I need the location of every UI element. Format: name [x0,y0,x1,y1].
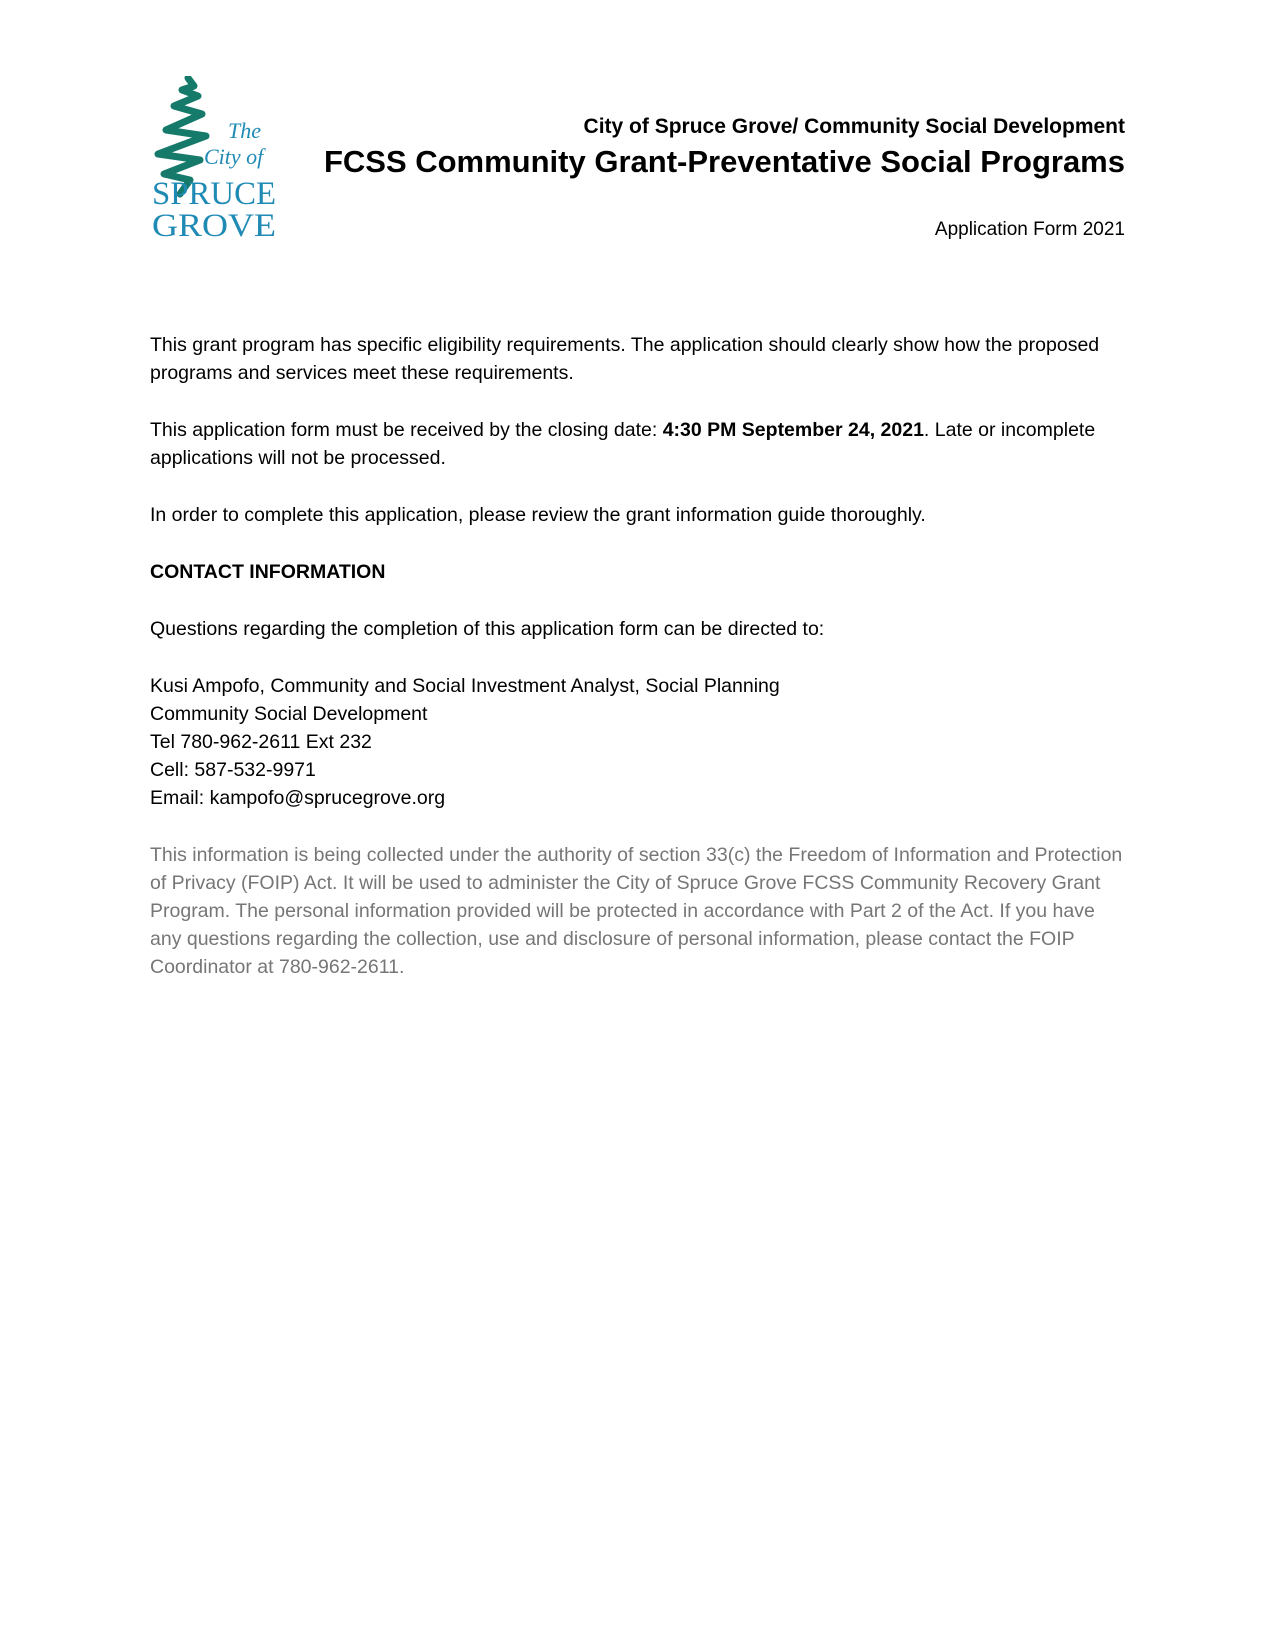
document-body [150,331,1130,1010]
contact-name-title: Kusi Ampofo, Community and Social Investment Analyst, Social Planning [150,675,780,697]
intro-paragraph: This grant program has specific eligibility requirements. The application should clearly show how the proposed programs and services meet these requirements. [150,334,1100,384]
logo-text-grove: GROVE [152,208,276,244]
contact-block [150,672,1130,812]
contact-heading: CONTACT INFORMATION [150,561,386,583]
form-label: Application Form 2021 [934,219,1125,240]
deadline-paragraph [150,416,1130,472]
document-header [324,114,1125,182]
deadline-prefix: This application form must be received by the closing date: [150,419,663,441]
foip-notice: This information is being collected under the authority of section 33(c) the Freedom of Information and Protection of Privacy (FOIP) Act. It will be used to administer the City of Spruce Grove FCSS Community Recovery Grant Program. The personal information provided will be protected in accordance with Part 2 of the Act. If you have any questions regarding the collection, use and disclosure of personal information, please contact the FOIP Coordinator at 780-962-2611. [150,844,1123,978]
logo-text-cityof: City of [204,144,264,169]
document-title: FCSS Community Grant-Preventative Social Programs [323,144,1125,179]
deadline-date: 4:30 PM September 24, 2021 [662,419,924,441]
spruce-tree-icon [150,76,278,246]
contact-tel: Tel 780-962-2611 Ext 232 [150,731,372,753]
contact-intro: Questions regarding the completion of this application form can be directed to: [150,618,825,640]
contact-email: Email: kampofo@sprucegrove.org [150,787,446,809]
deadline-suffix: . Late or incomplete applications will not be processed. [150,419,1096,469]
contact-cell: Cell: 587-532-9971 [150,759,316,781]
logo-text-the: The [228,118,261,143]
logo-text-spruce: SPRUCE [152,176,276,212]
review-paragraph: In order to complete this application, please review the grant information guide thoroughly. [150,504,926,526]
contact-department: Community Social Development [150,703,428,725]
city-logo [150,76,278,246]
organization-name: City of Spruce Grove/ Community Social Development [583,115,1125,138]
